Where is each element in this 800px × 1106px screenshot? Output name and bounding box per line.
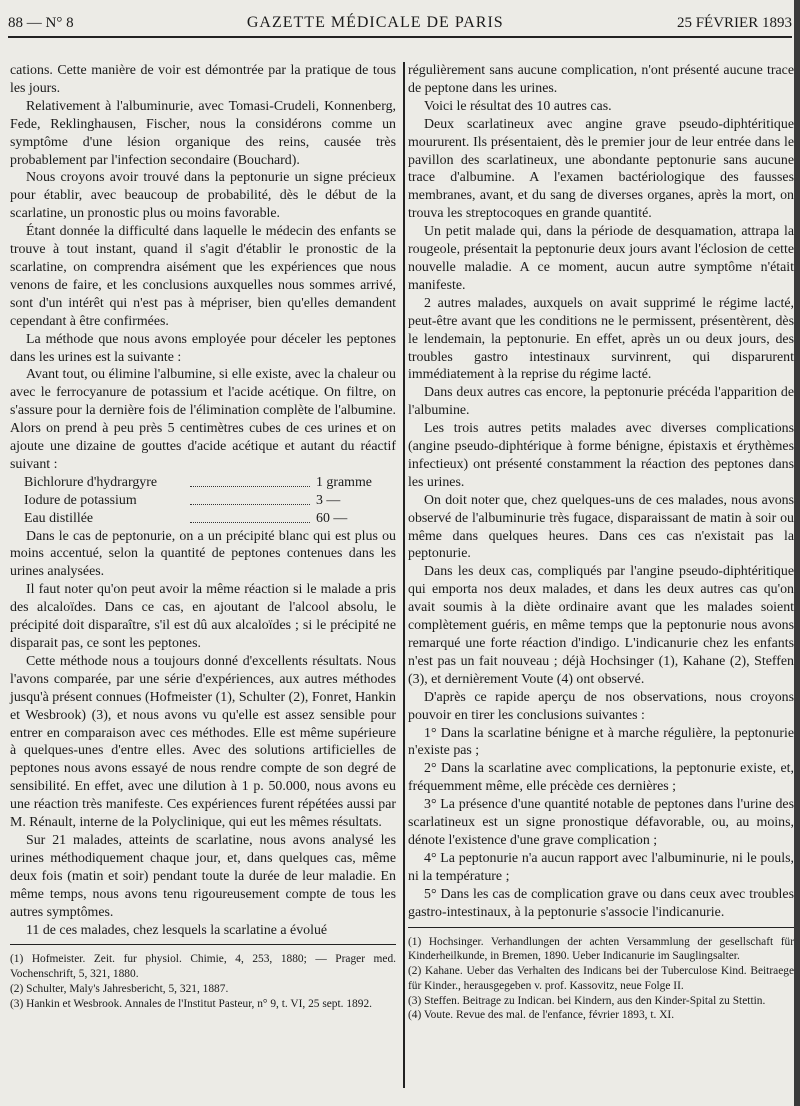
footnotes: [10, 952, 396, 1011]
footnote: (1) Hofmeister. Zeit. fur physiol. Chimie, 4, 253, 1880; — Prager med. Vochenschrift, 5, 321, 1880.: [10, 953, 396, 981]
conclusion-item: 2° Dans la scarlatine avec complications, la peptonurie existe, et, fréquemment même, elle précède ces dernières ;: [408, 761, 794, 795]
reagent-list: [10, 474, 396, 528]
reagent-row: [10, 492, 396, 510]
left-column: [10, 62, 396, 1012]
reagent-name: Eau distillée: [24, 510, 94, 526]
reagent-amount: 3 —: [316, 492, 341, 508]
paragraph: Deux scarlatineux avec angine grave pseudo-diphtéritique moururent. Ils présentaient, dès le premier jour de leur entrée dans le pavillon des scarlatineux, une abondante peptonurie sans aucune trace d'albumine. A l'examen bactériologique des fausses membranes, avant, et du sang de diverses organes, après la mort, on trouva les streptocoques en grande quantité.: [408, 116, 794, 222]
footnote: (4) Voute. Revue des mal. de l'enfance, février 1893, t. XI.: [408, 1009, 675, 1022]
paragraph: 11 de ces malades, chez lesquels la scarlatine a évolué: [26, 922, 328, 938]
footnote-rule: [10, 944, 396, 945]
footnote: (3) Hankin et Wesbrook. Annales de l'Institut Pasteur, n° 9, t. VI, 25 sept. 1892.: [10, 997, 372, 1010]
page-number: 88 — N° 8: [8, 15, 74, 31]
conclusion-item: 4° La peptonurie n'a aucun rapport avec l'albuminurie, ni le pouls, ni la température ;: [408, 850, 794, 884]
issue-date: 25 FÉVRIER 1893: [676, 15, 792, 31]
conclusion-item: 3° La présence d'une quantité notable de peptones dans l'urine des scarlatineux est un signe pronostique défavorable, ou, au moins, dénote l'existence d'une grave complication ;: [408, 797, 794, 848]
paragraph: Sur 21 malades, atteints de scarlatine, nous avons analysé les urines méthodiquement chaque jour, et, dans quelques cas, même deux fois (matin et soir) pendant toute la durée de leur maladie. En même temps, nous avons tenu rigoureusement compte de tous les autres symptômes.: [10, 832, 396, 920]
paragraph: Nous croyons avoir trouvé dans la peptonurie un signe précieux pour établir, avec beaucoup de probabilité, dès le début de la scarlatine, un pronostic plus ou moins favorable.: [10, 170, 396, 222]
paragraph: régulièrement sans aucune complication, n'ont présenté aucune trace de peptone dans les urines.: [408, 63, 794, 96]
conclusion-item: 5° Dans les cas de complication grave ou dans ceux avec troubles gastro-intestinaux, à la peptonurie s'associe l'indicanurie.: [408, 886, 794, 920]
paragraph: Avant tout, ou élimine l'albumine, si elle existe, avec la chaleur ou avec le ferrocyanure de potassium et l'acide acétique. On filtre, on s'assure pour la dernière fois de l'élimination complète de l'albumine. Alors on prend à peu près 5 centimètres cubes de ces urines et on ajoute une dizaine de gouttes d'acide acétique et autant du réactif suivant :: [10, 367, 396, 472]
paragraph: La méthode que nous avons employée pour déceler les peptones dans les urines est la suivante :: [10, 331, 396, 365]
footnote: (2) Schulter, Maly's Jahresbericht, 5, 321, 1887.: [10, 983, 229, 995]
paragraph: On doit noter que, chez quelques-uns de ces malades, nous avons observé de l'albuminurie très fugace, disparaissant de matin à soir ou même dans quelques heures. Dans ces cas n'existait pas la peptonurie.: [408, 492, 794, 562]
reagent-row: [10, 510, 396, 528]
paragraph: Voici le résultat des 10 autres cas.: [424, 98, 612, 114]
reagent-name: Bichlorure d'hydrargyre: [24, 474, 158, 490]
paragraph: Dans le cas de peptonurie, on a un précipité blanc qui est plus ou moins accentué, selon la quantité de peptones contenues dans les urines analysées.: [10, 528, 396, 580]
paragraph: Dans deux autres cas encore, la peptonurie précéda l'apparition de l'albumine.: [408, 385, 794, 419]
page-edge: [794, 0, 800, 1106]
paragraph: Les trois autres petits malades avec diverses complications (angine pseudo-diphtérique à forme bénigne, épistaxis et érythèmes infectieux) ont présenté constamment la réaction des peptones dans les urines.: [408, 421, 794, 490]
conclusion-item: 1° Dans la scarlatine bénigne et à marche régulière, la peptonurie n'existe pas ;: [408, 725, 794, 759]
footnote: (3) Steffen. Beitrage zu Indican. bei Kindern, aus den Kinder-Spital zu Stettin.: [408, 994, 766, 1007]
footnote-rule: [408, 927, 794, 928]
right-column: [408, 62, 794, 1023]
footnote: (1) Hochsinger. Verhandlungen der achten Versammlung der gesellschaft für Kinderheilkunde, in Bremen, 1890. Ueber Indicanurie im Sauglingsalter.: [408, 935, 794, 963]
paragraph: Cette méthode nous a toujours donné d'excellents résultats. Nous l'avons comparée, par une série d'expériences, aux autres méthodes jusqu'à présent connues (Hofmeister (1), Schulter (2), Fonret, Hankin et Wesbrook) (3), et nous avons vu qu'elle est assez sensible pour entrer en comparaison avec ces méthodes. Elle est même supérieure à quelques-unes d'entre elles. Avec des solutions artificielles de peptones nous avons essayé de nous rendre compte de son degré de sensibilité. En effet, avec une dilution à 1 p. 50.000, nous avons eu une réaction très manifeste. Ces expériences furent répétées aussi par M. Rénault, interne de la Polyclinique, qui eut les mêmes résultats.: [10, 653, 396, 831]
footnotes: [408, 935, 794, 1024]
journal-title: GAZETTE MÉDICALE DE PARIS: [246, 14, 504, 31]
reagent-name: Iodure de potassium: [24, 492, 137, 508]
reagent-amount: 60 —: [316, 510, 348, 526]
column-divider: [403, 62, 405, 1088]
paragraph: Un petit malade qui, dans la période de desquamation, attrapa la rougeole, présentait la peptonurie deux jours avant l'éclosion de cette nouvelle maladie. A ce moment, aucun autre symptôme n'était manifeste.: [408, 224, 794, 293]
paragraph: Relativement à l'albuminurie, avec Tomasi-Crudeli, Konnenberg, Fede, Reklinghausen, Fischer, nous la considérons comme un symptôme d'une lésion organique des reins, causée très probablement par l'infection secondaire (Bouchard).: [10, 98, 396, 168]
paragraph: Dans les deux cas, compliqués par l'angine pseudo-diphtéritique qui emporta nos deux malades, et dans les deux autres cas qu'on avait soumis à la diète ordinaire avant que les malades soient complètement guéris, en même temps que la peptonurie nous avons remarqué une forte réaction d'indigo. L'indicanurie chez les enfants n'est pas un fait nouveau ; déjà Hochsinger (1), Kahane (2), Steffen (3), et dernièrement Voute (4) ont observé.: [408, 564, 794, 687]
paragraph: D'après ce rapide aperçu de nos observations, nous croyons pouvoir en tirer les conclusions suivantes :: [408, 689, 794, 723]
page-header: [8, 14, 792, 38]
paragraph: Il faut noter qu'on peut avoir la même réaction si le malade a pris des alcaloïdes. Dans ce cas, en ajoutant de l'alcool absolu, le précipité doit disparaître, s'il est dû aux alcaloïdes ; si le précipité ne disparait pas, ce sont les peptones.: [10, 582, 396, 651]
reagent-amount: 1 gramme: [316, 474, 372, 490]
footnote: (2) Kahane. Ueber das Verhalten des Indicans bei der Tuberculose Kind. Beitraege für Kinder., herausgegeben v. prof. Kassovitz, neue Folge II.: [408, 965, 794, 992]
reagent-row: [10, 474, 396, 492]
paragraph: cations. Cette manière de voir est démontrée par la pratique de tous les jours.: [10, 63, 396, 96]
paragraph: Étant donnée la difficulté dans laquelle le médecin des enfants se trouve à tout instant, quand il s'agit d'établir le pronostic de la scarlatine, on comprendra aisément que les expériences que nous venons de faire, et les conclusions auxquelles nous sommes arrivé, sont d'un intérêt qui n'est pas à mépriser, bien qu'elles demandent cependant à être confirmées.: [10, 224, 396, 329]
paragraph: 2 autres malades, auxquels on avait supprimé le régime lacté, peut-être avant que les conditions ne le permissent, présentèrent, dès le lendemain, la peptonurie. En effet, après un ou deux jours, des troubles gastro intestinaux survinrent, qui disparurent immédiatement à la reprise du régime lacté.: [408, 295, 794, 383]
